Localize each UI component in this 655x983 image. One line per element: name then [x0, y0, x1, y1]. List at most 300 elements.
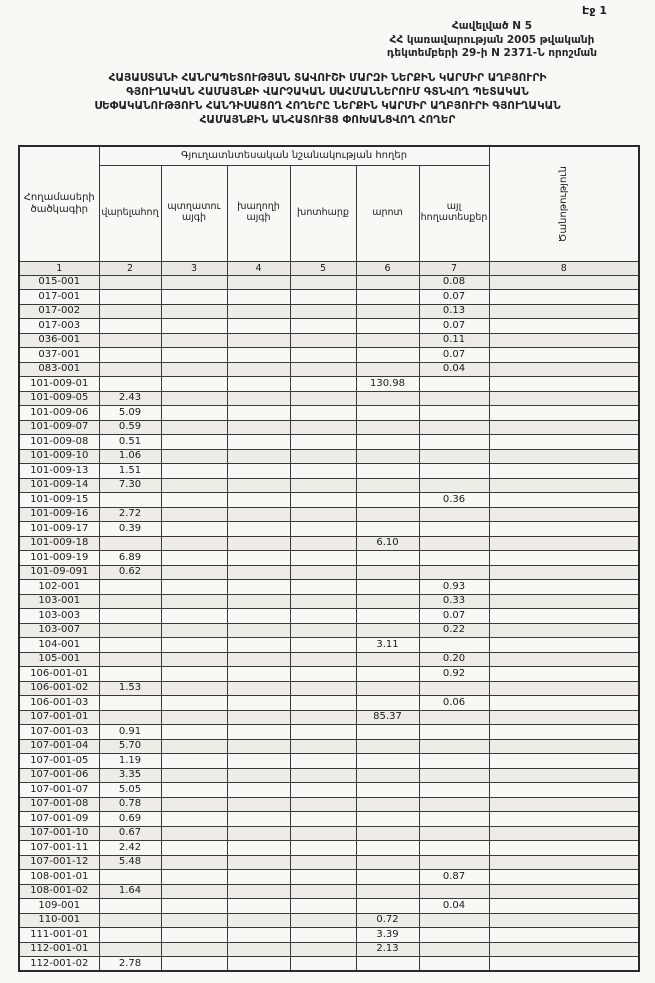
- value-cell: [161, 319, 227, 334]
- parcel-code-cell: 101-009-17: [19, 522, 99, 537]
- value-cell: 7.30: [99, 478, 161, 493]
- value-cell: [161, 464, 227, 479]
- value-cell: [227, 420, 290, 435]
- value-cell: [489, 275, 639, 290]
- value-cell: [227, 551, 290, 566]
- value-cell: [161, 797, 227, 812]
- value-cell: 0.78: [99, 797, 161, 812]
- value-cell: [99, 623, 161, 638]
- value-cell: [227, 406, 290, 421]
- value-cell: 0.07: [419, 609, 489, 624]
- value-cell: [489, 768, 639, 783]
- value-cell: [290, 725, 356, 740]
- value-cell: [290, 565, 356, 580]
- value-cell: [356, 652, 419, 667]
- value-cell: 0.72: [356, 913, 419, 928]
- value-cell: [419, 551, 489, 566]
- value-cell: [227, 667, 290, 682]
- value-cell: [227, 319, 290, 334]
- value-cell: [489, 855, 639, 870]
- parcel-code-cell: 103-003: [19, 609, 99, 624]
- value-cell: [290, 812, 356, 827]
- parcel-code-cell: 036-001: [19, 333, 99, 348]
- value-cell: [419, 942, 489, 957]
- value-cell: 3.11: [356, 638, 419, 653]
- parcel-code-cell: 101-09-091: [19, 565, 99, 580]
- value-cell: [419, 768, 489, 783]
- value-cell: [290, 594, 356, 609]
- value-cell: [161, 884, 227, 899]
- value-cell: [290, 855, 356, 870]
- value-cell: 6.10: [356, 536, 419, 551]
- value-cell: [161, 493, 227, 508]
- value-cell: [227, 942, 290, 957]
- value-cell: [161, 754, 227, 769]
- table-row: [19, 362, 639, 377]
- value-cell: [290, 522, 356, 537]
- value-cell: [489, 710, 639, 725]
- parcel-code-cell: 107-001-01: [19, 710, 99, 725]
- value-cell: [489, 304, 639, 319]
- value-cell: [227, 391, 290, 406]
- parcel-code-cell: 083-001: [19, 362, 99, 377]
- parcel-code-cell: 107-001-07: [19, 783, 99, 798]
- value-cell: [356, 725, 419, 740]
- value-cell: [227, 304, 290, 319]
- value-cell: [419, 507, 489, 522]
- value-cell: [227, 855, 290, 870]
- value-cell: [419, 710, 489, 725]
- value-cell: [227, 696, 290, 711]
- value-cell: 0.06: [419, 696, 489, 711]
- column-header-orchard: պտղատու այգի: [161, 165, 227, 261]
- value-cell: 0.67: [99, 826, 161, 841]
- value-cell: [356, 696, 419, 711]
- value-cell: [227, 623, 290, 638]
- column-number: 3: [161, 261, 227, 275]
- value-cell: [161, 348, 227, 363]
- value-cell: [161, 928, 227, 943]
- value-cell: [227, 739, 290, 754]
- value-cell: [356, 449, 419, 464]
- table-row: [19, 275, 639, 290]
- value-cell: [227, 928, 290, 943]
- value-cell: [227, 899, 290, 914]
- value-cell: [227, 725, 290, 740]
- table-row: [19, 913, 639, 928]
- value-cell: [419, 841, 489, 856]
- value-cell: [419, 725, 489, 740]
- value-cell: 0.08: [419, 275, 489, 290]
- value-cell: [419, 536, 489, 551]
- table-row: [19, 594, 639, 609]
- value-cell: [99, 536, 161, 551]
- value-cell: [489, 348, 639, 363]
- value-cell: 2.78: [99, 957, 161, 972]
- value-cell: [161, 638, 227, 653]
- value-cell: 5.05: [99, 783, 161, 798]
- table-row: [19, 696, 639, 711]
- parcel-code-cell: 101-009-18: [19, 536, 99, 551]
- table-row: [19, 536, 639, 551]
- value-cell: [489, 841, 639, 856]
- value-cell: [356, 551, 419, 566]
- value-cell: [161, 783, 227, 798]
- column-number: 6: [356, 261, 419, 275]
- value-cell: [419, 797, 489, 812]
- table-row: [19, 377, 639, 392]
- value-cell: [290, 797, 356, 812]
- value-cell: [290, 362, 356, 377]
- value-cell: [290, 348, 356, 363]
- value-cell: [161, 478, 227, 493]
- table-row: [19, 290, 639, 305]
- parcel-code-cell: 017-003: [19, 319, 99, 334]
- value-cell: [489, 652, 639, 667]
- parcel-code-cell: 101-009-19: [19, 551, 99, 566]
- value-cell: 5.48: [99, 855, 161, 870]
- value-cell: [227, 768, 290, 783]
- value-cell: [489, 681, 639, 696]
- value-cell: [161, 275, 227, 290]
- value-cell: [161, 420, 227, 435]
- table-row: [19, 638, 639, 653]
- value-cell: [419, 522, 489, 537]
- table-row: [19, 420, 639, 435]
- column-number: 1: [19, 261, 99, 275]
- land-parcels-table: [18, 145, 640, 972]
- parcel-code-cell: 107-001-03: [19, 725, 99, 740]
- value-cell: [419, 478, 489, 493]
- value-cell: [356, 797, 419, 812]
- column-number: 8: [489, 261, 639, 275]
- value-cell: [161, 667, 227, 682]
- table-row: [19, 797, 639, 812]
- value-cell: [290, 870, 356, 885]
- value-cell: [161, 652, 227, 667]
- parcel-code-cell: 104-001: [19, 638, 99, 653]
- parcel-code-cell: 107-001-10: [19, 826, 99, 841]
- parcel-code-cell: 107-001-04: [19, 739, 99, 754]
- value-cell: [227, 710, 290, 725]
- value-cell: [161, 507, 227, 522]
- value-cell: [419, 638, 489, 653]
- value-cell: [99, 493, 161, 508]
- value-cell: 3.39: [356, 928, 419, 943]
- column-number: 4: [227, 261, 290, 275]
- table-row: [19, 478, 639, 493]
- value-cell: [290, 304, 356, 319]
- table-row: [19, 348, 639, 363]
- value-cell: 2.43: [99, 391, 161, 406]
- table-row: [19, 754, 639, 769]
- value-cell: [161, 551, 227, 566]
- table-row: [19, 928, 639, 943]
- value-cell: 0.87: [419, 870, 489, 885]
- parcel-code-cell: 101-009-08: [19, 435, 99, 450]
- title-line: ՍԵՓԱԿԱՆՈՒԹՅՈՒՆ ՀԱՆԴԻՍԱՑՈՂ ՀՈՂԵՐԸ ՆԵՐՔԻՆ ԿԱՐՄԻՐ ԱՂԲՅՈՒՐԻ ԳՅՈՒՂԱԿԱՆ: [94, 99, 561, 112]
- value-cell: [489, 812, 639, 827]
- table-row: [19, 957, 639, 972]
- value-cell: 0.22: [419, 623, 489, 638]
- value-cell: 5.09: [99, 406, 161, 421]
- table-row: [19, 580, 639, 595]
- value-cell: [227, 652, 290, 667]
- table-row: [19, 855, 639, 870]
- table-row: [19, 652, 639, 667]
- table-row: [19, 812, 639, 827]
- value-cell: [227, 681, 290, 696]
- value-cell: [99, 609, 161, 624]
- value-cell: [99, 696, 161, 711]
- value-cell: [489, 290, 639, 305]
- value-cell: [161, 391, 227, 406]
- parcel-code-cell: 107-001-09: [19, 812, 99, 827]
- value-cell: [290, 377, 356, 392]
- value-cell: [290, 884, 356, 899]
- value-cell: [227, 536, 290, 551]
- value-cell: [99, 348, 161, 363]
- value-cell: [161, 377, 227, 392]
- parcel-code-cell: 106-001-03: [19, 696, 99, 711]
- value-cell: [489, 884, 639, 899]
- table-row: [19, 942, 639, 957]
- value-cell: [161, 913, 227, 928]
- value-cell: 1.53: [99, 681, 161, 696]
- value-cell: [419, 464, 489, 479]
- parcel-code-cell: 109-001: [19, 899, 99, 914]
- value-cell: [419, 913, 489, 928]
- value-cell: 0.20: [419, 652, 489, 667]
- value-cell: [489, 928, 639, 943]
- value-cell: [489, 406, 639, 421]
- column-header-arable: վարելահող: [99, 165, 161, 261]
- value-cell: [290, 710, 356, 725]
- page-number-label: Էջ 1: [582, 4, 607, 17]
- value-cell: [161, 406, 227, 421]
- table-row: [19, 623, 639, 638]
- annex-reference-block: [387, 20, 597, 61]
- value-cell: [99, 928, 161, 943]
- value-cell: [227, 797, 290, 812]
- parcel-code-cell: 107-001-12: [19, 855, 99, 870]
- value-cell: [489, 594, 639, 609]
- table-row: [19, 667, 639, 682]
- value-cell: [419, 754, 489, 769]
- value-cell: [419, 884, 489, 899]
- value-cell: [161, 681, 227, 696]
- parcel-code-cell: 107-001-06: [19, 768, 99, 783]
- value-cell: [290, 609, 356, 624]
- parcel-code-cell: 105-001: [19, 652, 99, 667]
- value-cell: [489, 377, 639, 392]
- value-cell: [489, 870, 639, 885]
- value-cell: [356, 884, 419, 899]
- value-cell: 0.92: [419, 667, 489, 682]
- value-cell: [161, 739, 227, 754]
- value-cell: [356, 754, 419, 769]
- parcel-code-cell: 110-001: [19, 913, 99, 928]
- value-cell: [290, 754, 356, 769]
- title-line: ՀԱՅԱՍՏԱՆԻ ՀԱՆՐԱՊԵՏՈՒԹՅԱՆ ՏԱՎՈՒՇԻ ՄԱՐԶԻ ՆԵՐՔԻՆ ԿԱՐՄԻՐ ԱՂԲՅՈՒՐԻ: [108, 72, 547, 84]
- value-cell: [356, 623, 419, 638]
- parcel-code-cell: 101-009-05: [19, 391, 99, 406]
- value-cell: [161, 609, 227, 624]
- value-cell: [489, 638, 639, 653]
- value-cell: [290, 420, 356, 435]
- value-cell: [290, 507, 356, 522]
- value-cell: [161, 594, 227, 609]
- value-cell: [356, 594, 419, 609]
- value-cell: [356, 899, 419, 914]
- value-cell: [489, 899, 639, 914]
- value-cell: [489, 464, 639, 479]
- value-cell: [161, 768, 227, 783]
- value-cell: [290, 435, 356, 450]
- value-cell: [290, 667, 356, 682]
- value-cell: [356, 841, 419, 856]
- value-cell: [227, 609, 290, 624]
- value-cell: [290, 768, 356, 783]
- value-cell: [356, 522, 419, 537]
- parcel-code-cell: 101-009-14: [19, 478, 99, 493]
- value-cell: [419, 928, 489, 943]
- value-cell: [227, 290, 290, 305]
- value-cell: [356, 681, 419, 696]
- document-title: [36, 72, 619, 128]
- table-row: [19, 739, 639, 754]
- value-cell: 0.59: [99, 420, 161, 435]
- value-cell: 1.06: [99, 449, 161, 464]
- value-cell: 0.13: [419, 304, 489, 319]
- parcel-code-cell: 106-001-01: [19, 667, 99, 682]
- value-cell: [99, 913, 161, 928]
- column-number: 2: [99, 261, 161, 275]
- value-cell: [99, 275, 161, 290]
- value-cell: [161, 435, 227, 450]
- value-cell: [356, 580, 419, 595]
- table-header-group-row: [19, 146, 639, 165]
- value-cell: [227, 362, 290, 377]
- value-cell: [489, 957, 639, 972]
- value-cell: [356, 362, 419, 377]
- value-cell: [356, 478, 419, 493]
- value-cell: 1.51: [99, 464, 161, 479]
- value-cell: [489, 725, 639, 740]
- value-cell: [161, 290, 227, 305]
- parcel-code-cell: 102-001: [19, 580, 99, 595]
- value-cell: [99, 594, 161, 609]
- value-cell: [99, 290, 161, 305]
- parcel-code-cell: 112-001-01: [19, 942, 99, 957]
- value-cell: [290, 957, 356, 972]
- value-cell: 0.91: [99, 725, 161, 740]
- table-row: [19, 522, 639, 537]
- table-row: [19, 768, 639, 783]
- value-cell: [290, 464, 356, 479]
- value-cell: [489, 623, 639, 638]
- title-line: ՀԱՄԱՅՆՔԻՆ ԱՆՀԱՏՈՒՅՑ ՓՈԽԱՆՑՎՈՂ ՀՈՂԵՐ: [199, 113, 456, 126]
- value-cell: 0.07: [419, 348, 489, 363]
- annex-line: Հավելված N 5: [451, 20, 533, 32]
- value-cell: [161, 899, 227, 914]
- table-row: [19, 725, 639, 740]
- value-cell: [489, 754, 639, 769]
- table-row: [19, 710, 639, 725]
- value-cell: [489, 667, 639, 682]
- value-cell: 0.69: [99, 812, 161, 827]
- value-cell: [419, 449, 489, 464]
- value-cell: [356, 275, 419, 290]
- parcel-code-cell: 108-001-02: [19, 884, 99, 899]
- parcel-code-cell: 101-009-13: [19, 464, 99, 479]
- value-cell: [356, 319, 419, 334]
- value-cell: [161, 841, 227, 856]
- value-cell: [161, 725, 227, 740]
- value-cell: [290, 638, 356, 653]
- value-cell: [419, 435, 489, 450]
- value-cell: [419, 681, 489, 696]
- value-cell: [161, 710, 227, 725]
- value-cell: [290, 652, 356, 667]
- value-cell: 1.64: [99, 884, 161, 899]
- value-cell: [419, 826, 489, 841]
- value-cell: [161, 580, 227, 595]
- value-cell: [419, 377, 489, 392]
- value-cell: [161, 870, 227, 885]
- table-row: [19, 391, 639, 406]
- value-cell: 2.72: [99, 507, 161, 522]
- value-cell: [419, 855, 489, 870]
- value-cell: 0.07: [419, 290, 489, 305]
- value-cell: [489, 942, 639, 957]
- value-cell: [161, 333, 227, 348]
- column-header-hayfield: խոտհարք: [290, 165, 356, 261]
- value-cell: 0.04: [419, 362, 489, 377]
- table-row: [19, 493, 639, 508]
- value-cell: [489, 507, 639, 522]
- value-cell: 0.36: [419, 493, 489, 508]
- value-cell: [290, 551, 356, 566]
- parcel-code-cell: 103-007: [19, 623, 99, 638]
- value-cell: [356, 420, 419, 435]
- column-header-other-lands: այլ հողատեսքեր: [419, 165, 489, 261]
- value-cell: [161, 855, 227, 870]
- value-cell: [489, 797, 639, 812]
- value-cell: [290, 913, 356, 928]
- parcel-code-cell: 017-002: [19, 304, 99, 319]
- agricultural-lands-group-header: Գյուղատնտեսական նշանակության հողեր: [99, 146, 489, 165]
- value-cell: [99, 667, 161, 682]
- value-cell: [489, 362, 639, 377]
- value-cell: 2.42: [99, 841, 161, 856]
- title-line: ԳՅՈՒՂԱԿԱՆ ՀԱՄԱՅՆՔԻ ՎԱՐՉԱԿԱՆ ՍԱՀՄԱՆՆԵՐՈՒՄ ԳՏՆՎՈՂ ՊԵՏԱԿԱՆ: [126, 85, 529, 98]
- value-cell: [227, 884, 290, 899]
- table-row: [19, 841, 639, 856]
- column-number: 7: [419, 261, 489, 275]
- parcel-code-cell: 015-001: [19, 275, 99, 290]
- value-cell: [99, 580, 161, 595]
- value-cell: [161, 536, 227, 551]
- value-cell: [290, 391, 356, 406]
- value-cell: [356, 826, 419, 841]
- value-cell: [99, 899, 161, 914]
- value-cell: 0.07: [419, 319, 489, 334]
- value-cell: [227, 580, 290, 595]
- parcel-code-cell: 101-009-07: [19, 420, 99, 435]
- table-row: [19, 551, 639, 566]
- value-cell: [161, 826, 227, 841]
